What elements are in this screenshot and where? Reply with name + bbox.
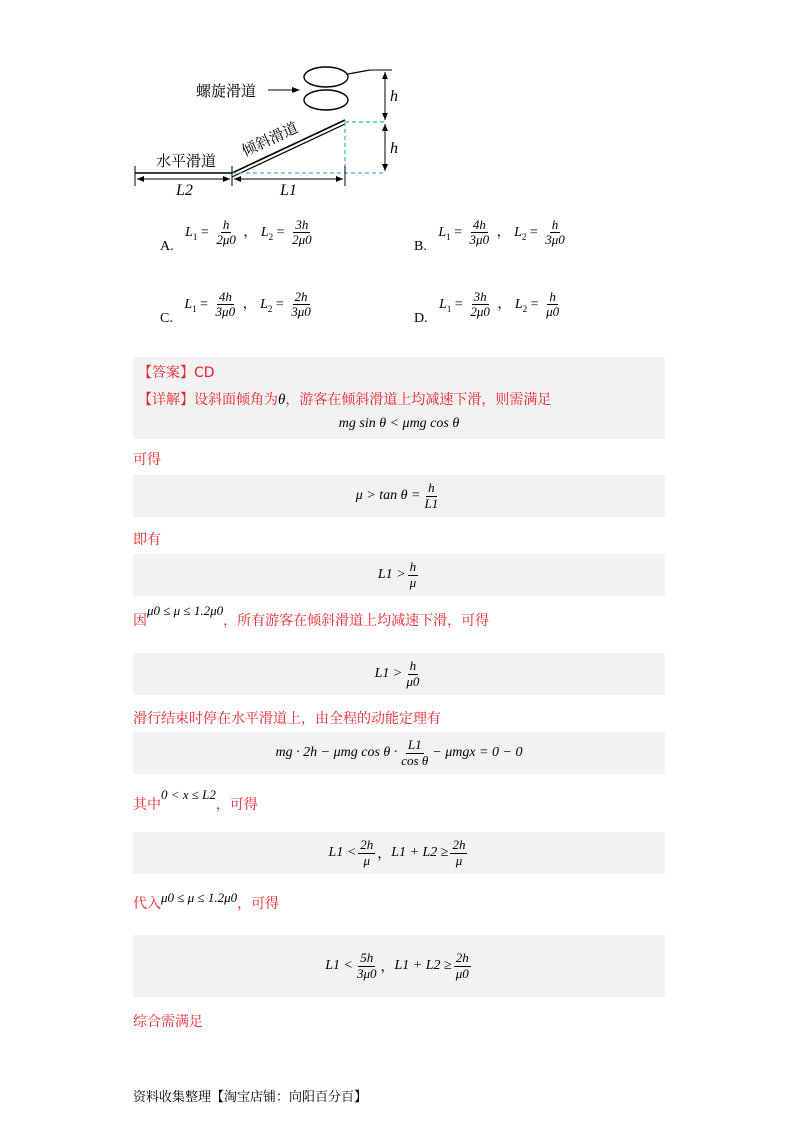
- option-a[interactable]: A. $L_1$ = $\frac{h}{2\mu 0}$ ， $L_2$ = $\frac{3h}{2\mu 0}$: [160, 217, 312, 255]
- label-L2: L2: [176, 182, 193, 199]
- label-h-bottom: h: [390, 140, 398, 157]
- label-L1: L1: [280, 182, 297, 199]
- text-yin-line: 因μ0 ≤ μ ≤ 1.2μ0，所有游客在倾斜滑道上均减速下滑，可得: [133, 603, 490, 629]
- eq1: mg sin θ < μmg cos θ: [338, 416, 460, 431]
- eq3-box: L1 > $\frac{h}{\mu}$: [133, 554, 665, 596]
- answer-value: CD: [194, 365, 215, 381]
- eq2-box: μ > tan θ = $\frac{h}{L1}$: [133, 475, 665, 517]
- option-c[interactable]: C. $L_1$ = $\frac{4h}{3\mu 0}$ ， $L_2$ = $\frac{2h}{3\mu 0}$: [160, 289, 311, 327]
- eq7-box: L1 < $\frac{5h}{3\mu 0}$ ， L1 + L2 ≥ $\frac{2h}{\mu 0}$: [133, 935, 665, 997]
- text-zonghe: 综合需满足: [133, 1014, 203, 1030]
- detail-line: 【详解】设斜面倾角为θ，游客在倾斜滑道上均减速下滑，则需满足: [138, 392, 552, 408]
- text-dairu-line: 代入μ0 ≤ μ ≤ 1.2μ0，可得: [133, 890, 280, 912]
- spiral-coil-bottom: [304, 90, 348, 110]
- footer-note: 资料收集整理【淘宝店铺：向阳百分百】: [133, 1090, 368, 1105]
- answer-line: 【答案】CD: [138, 365, 215, 381]
- eq6-box: L1 < $\frac{2h}{\mu}$ ， L1 + L2 ≥ $\frac{2h}{\mu}$: [133, 832, 665, 874]
- spiral-coil-top: [304, 67, 348, 87]
- eq4-box: L1 > $\frac{h}{\mu 0}$: [133, 653, 665, 695]
- text-huaxing: 滑行结束时停在水平滑道上，由全程的动能定理有: [133, 711, 441, 727]
- label-spiral: 螺旋滑道: [196, 82, 257, 100]
- text-kede-1: 可得: [133, 452, 161, 468]
- text-jiyou: 即有: [133, 532, 161, 548]
- text-qizhong-line: 其中0 < x ≤ L2，可得: [133, 787, 258, 813]
- label-incline: 倾斜滑道: [238, 118, 301, 161]
- option-d[interactable]: D. $L_1$ = $\frac{3h}{2\mu 0}$ ， $L_2$ = $\frac{h}{\mu 0}$: [414, 289, 560, 327]
- spiral-top-link: [348, 70, 370, 74]
- label-horizontal: 水平滑道: [156, 152, 217, 170]
- option-b[interactable]: B. $L_1$ = $\frac{4h}{3\mu 0}$ ， $L_2$ = $\frac{h}{3\mu 0}$: [414, 217, 565, 255]
- slide-diagram: [130, 60, 420, 200]
- eq5-box: mg · 2h − μmg cos θ · $\frac{L1}{\text{cos θ}}$ − μmgx = 0 − 0: [133, 732, 665, 774]
- label-h-top: h: [390, 88, 398, 105]
